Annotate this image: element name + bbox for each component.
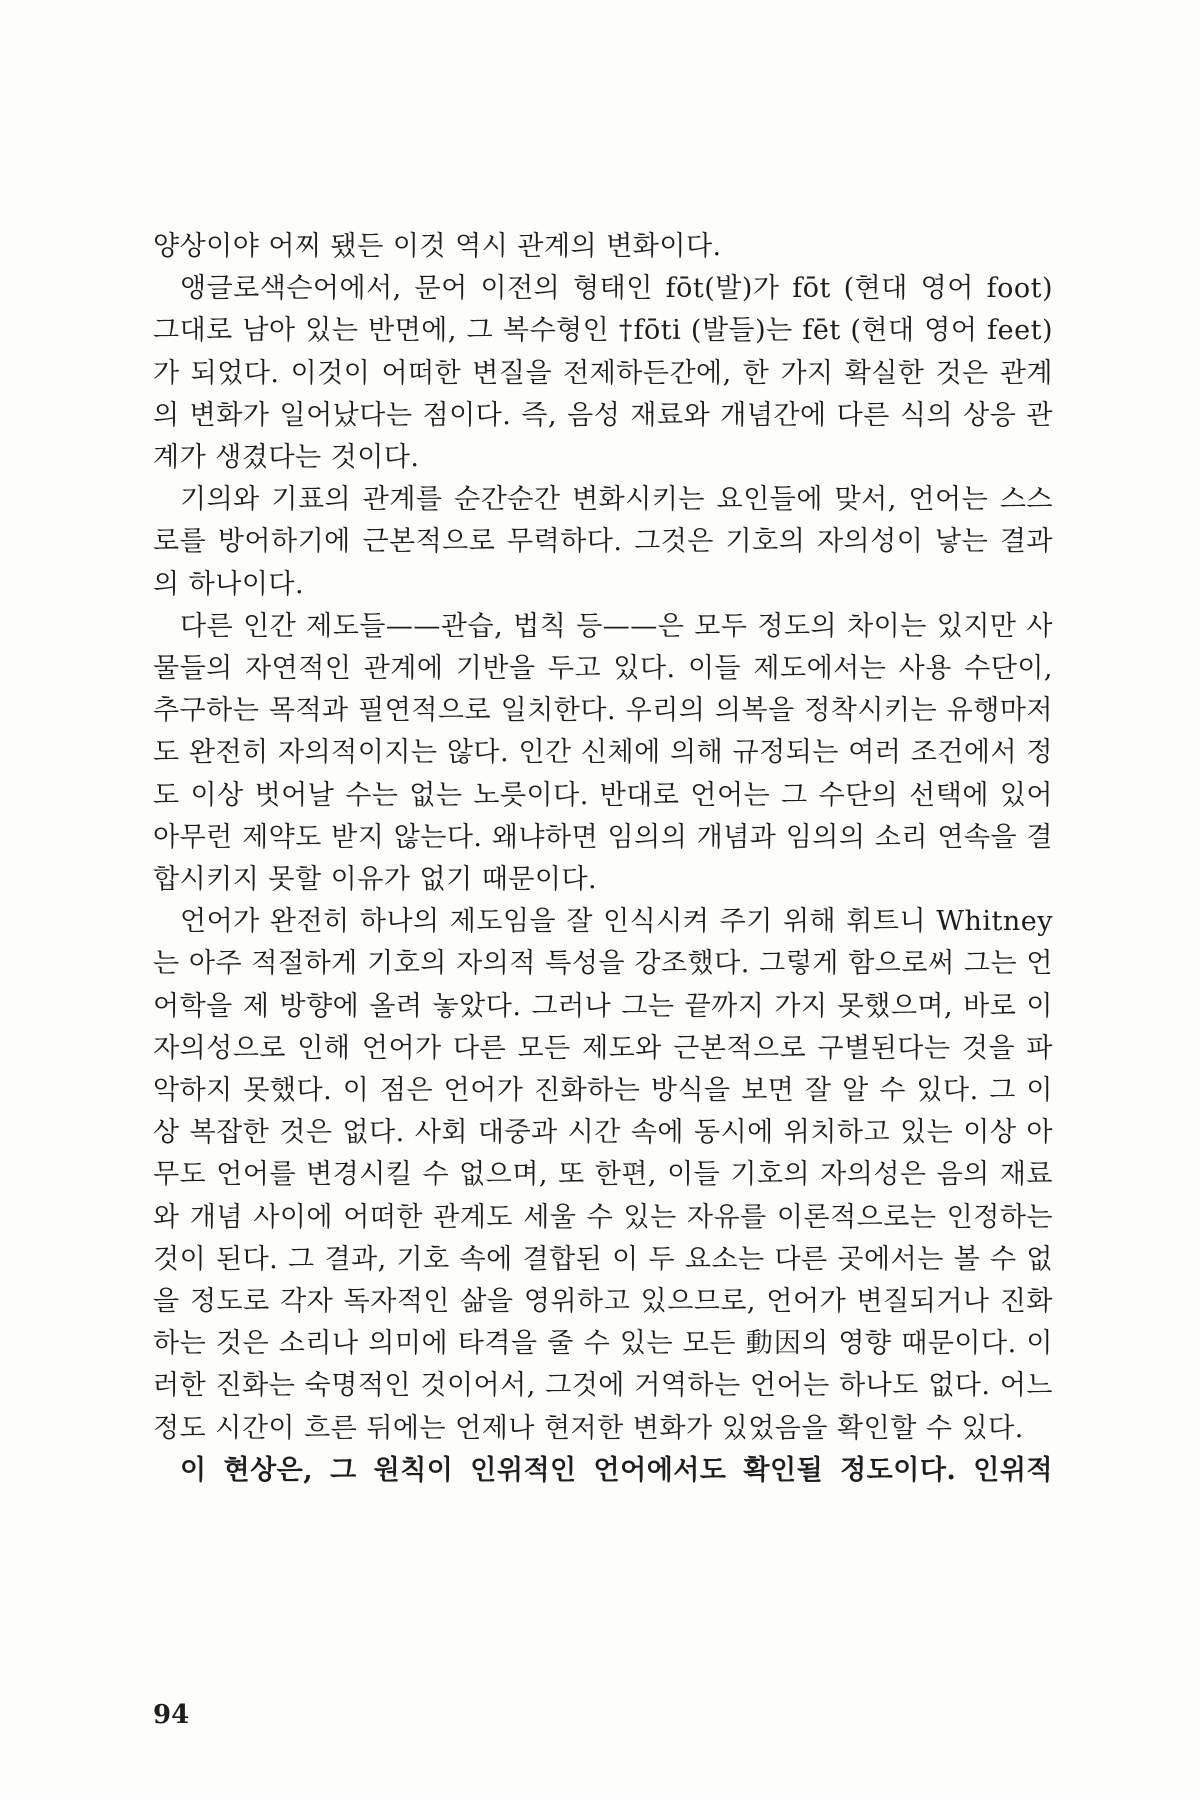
paragraph-anglo-saxon: 앵글로색슨어에서, 문어 이전의 형태인 fōt(발)가 fōt (현대 영어 foot) 그대로 남아 있는 반면에, 그 복수형인 †fōti (발들)는 fēt (현대 영어 feet)가 되었다. 이것이 어떠한 변질을 전제하든간에, 한 가지 확실한 것은 관계의 변화가 일어났다는 점이다. 즉, 음성 재료와 개념간에 다른 식의 상응 관계가 생겼다는 것이다.: [153, 273, 1053, 474]
body-text: [153, 226, 1053, 1492]
paragraph-continuation: 양상이야 어찌 됐든 이것 역시 관계의 변화이다.: [153, 231, 722, 262]
page-number: 94: [153, 1700, 190, 1730]
paragraph-artificial-language: 이 현상은, 그 원칙이 인위적인 언어에서도 확인될 정도이다. 인위적: [180, 1454, 1053, 1486]
paragraph-signifier-signified: 기의와 기표의 관계를 순간순간 변화시키는 요인들에 맞서, 언어는 스스로를 방어하기에 근본적으로 무력하다. 그것은 기호의 자의성이 낳는 결과의 하나이다.: [153, 484, 1053, 600]
paragraph-human-institutions: 다른 인간 제도들——관습, 법칙 등——은 모두 정도의 차이는 있지만 사물들의 자연적인 관계에 기반을 두고 있다. 이들 제도에서는 사용 수단이, 추구하는 목적과 필연적으로 일치한다. 우리의 의복을 정착시키는 유행마저도 완전히 자의적이지는 않다. 인간 신체에 의해 규정되는 여러 조건에서 정도 이상 벗어날 수는 없는 노릇이다. 반대로 언어는 그 수단의 선택에 있어 아무런 제약도 받지 않는다. 왜냐하면 임의의 개념과 임의의 소리 연속을 결합시키지 못할 이유가 없기 때문이다.: [153, 610, 1053, 896]
paragraph-whitney: 언어가 완전히 하나의 제도임을 잘 인식시켜 주기 위해 휘트니 Whitney는 아주 적절하게 기호의 자의적 특성을 강조했다. 그렇게 함으로써 그는 언어학을 제 방향에 올려 놓았다. 그러나 그는 끝까지 가지 못했으며, 바로 이 자의성으로 인해 언어가 다른 모든 제도와 근본적으로 구별된다는 것을 파악하지 못했다. 이 점은 언어가 진화하는 방식을 보면 잘 알 수 있다. 그 이상 복잡한 것은 없다. 사회 대중과 시간 속에 동시에 위치하고 있는 이상 아무도 언어를 변경시킬 수 없으며, 또 한편, 이들 기호의 자의성은 음의 재료와 개념 사이에 어떠한 관계도 세울 수 있는 자유를 이론적으로는 인정하는 것이 된다. 그 결과, 기호 속에 결합된 이 두 요소는 다른 곳에서는 볼 수 없을 정도로 각자 독자적인 삶을 영위하고 있으므로, 언어가 변질되거나 진화하는 것은 소리나 의미에 타격을 줄 수 있는 모든 動因의 영향 때문이다. 이러한 진화는 숙명적인 것이어서, 그것에 거역하는 언어는 하나도 없다. 어느 정도 시간이 흐른 뒤에는 언제나 현저한 변화가 있었음을 확인할 수 있다.: [153, 906, 1053, 1444]
